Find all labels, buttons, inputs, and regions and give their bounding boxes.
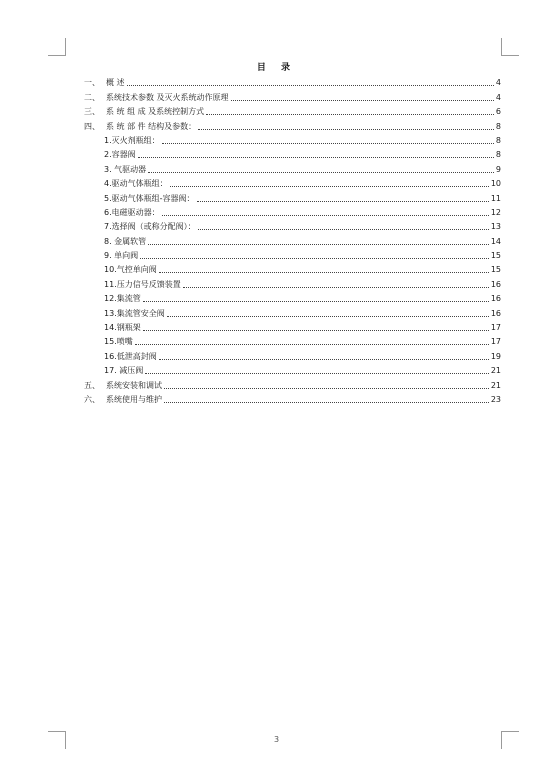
toc-dot-leader <box>164 388 489 389</box>
toc-entry-page: 21 <box>490 366 501 376</box>
toc-entry-page: 14 <box>490 236 501 246</box>
toc-entry-number: 7. <box>104 222 112 232</box>
toc-entry[interactable] <box>84 132 501 146</box>
toc-entry-title: 单向阀 <box>111 251 139 261</box>
toc-entry-number: 9. <box>104 251 112 261</box>
crop-mark-top-right <box>501 38 519 56</box>
toc-entry-page: 12 <box>490 207 501 217</box>
toc-dot-leader <box>148 244 489 245</box>
toc-entry-title: 系统使用与维护 <box>106 394 162 404</box>
toc-dot-leader <box>162 143 494 144</box>
toc-entry[interactable] <box>84 304 501 318</box>
toc-dot-leader <box>198 129 494 130</box>
toc-dot-leader <box>143 330 489 331</box>
toc-entry-page: 16 <box>490 279 501 289</box>
toc-entry-number: 五、 <box>84 380 100 390</box>
toc-entry-title: 气驱动器 <box>111 164 147 174</box>
toc-entry[interactable] <box>84 88 501 102</box>
toc-entry-title: 金属软管 <box>111 236 147 246</box>
toc-entry[interactable] <box>84 175 501 189</box>
table-of-contents <box>84 74 501 405</box>
toc-dot-leader <box>197 201 489 202</box>
toc-entry-title: 系统安装和调试 <box>106 380 162 390</box>
toc-entry-page: 8 <box>495 150 501 160</box>
toc-entry-page: 9 <box>495 164 501 174</box>
toc-entry[interactable] <box>84 319 501 333</box>
toc-entry-page: 15 <box>490 265 501 275</box>
toc-entry[interactable] <box>84 146 501 160</box>
toc-dot-leader <box>135 344 489 345</box>
toc-entry-page: 16 <box>490 308 501 318</box>
toc-entry-page: 15 <box>490 251 501 261</box>
toc-entry-number: 二、 <box>84 92 100 102</box>
toc-entry-page: 17 <box>490 323 501 333</box>
toc-dot-leader <box>170 186 489 187</box>
toc-entry-page: 8 <box>495 135 501 145</box>
toc-entry-page: 19 <box>490 351 501 361</box>
toc-entry-page: 4 <box>495 78 501 88</box>
toc-entry-number: 1. <box>104 135 112 145</box>
toc-entry[interactable] <box>84 347 501 361</box>
toc-dot-leader <box>140 258 489 259</box>
toc-entry-title: 钢瓶架 <box>116 323 141 333</box>
toc-entry-number: 一、 <box>84 78 100 88</box>
toc-dot-leader <box>231 100 494 101</box>
toc-entry[interactable] <box>84 290 501 304</box>
toc-entry-title: 减压阀 <box>116 366 144 376</box>
toc-entry-title: 驱动气体瓶组： <box>111 179 168 189</box>
toc-entry-number: 六、 <box>84 394 100 404</box>
toc-entry[interactable] <box>84 247 501 261</box>
toc-entry-title: 集流管 <box>116 294 141 304</box>
toc-entry-page: 10 <box>490 179 501 189</box>
toc-dot-leader <box>127 85 494 86</box>
toc-entry-number: 16. <box>104 351 117 361</box>
toc-entry-number: 15. <box>104 337 117 347</box>
toc-entry-title: 灭火剂瓶组： <box>111 135 160 145</box>
toc-entry[interactable] <box>84 74 501 88</box>
toc-entry-title: 选择阀（或称分配阀）： <box>111 222 196 232</box>
toc-entry[interactable] <box>84 376 501 390</box>
toc-entry-title: 概 述 <box>106 78 125 88</box>
toc-entry[interactable] <box>84 160 501 174</box>
toc-dot-leader <box>143 301 489 302</box>
toc-entry-number: 6. <box>104 207 112 217</box>
toc-title: 目 录 <box>256 63 297 73</box>
toc-entry-title: 喷嘴 <box>116 337 133 347</box>
toc-entry-title: 驱动气体瓶组-容器阀： <box>111 193 195 203</box>
toc-entry-number: 11. <box>104 279 117 289</box>
toc-entry-page: 23 <box>490 394 501 404</box>
toc-entry-page: 17 <box>490 337 501 347</box>
toc-entry[interactable] <box>84 232 501 246</box>
crop-mark-top-left <box>48 38 66 56</box>
toc-dot-leader <box>159 272 489 273</box>
toc-entry[interactable] <box>84 117 501 131</box>
toc-dot-leader <box>206 114 494 115</box>
toc-dot-leader <box>167 316 489 317</box>
toc-entry-number: 8. <box>104 236 112 246</box>
toc-entry[interactable] <box>84 333 501 347</box>
toc-entry-title: 系 统 部 件 结构及参数： <box>106 121 197 131</box>
toc-entry-page: 13 <box>490 222 501 232</box>
toc-entry-title: 气控单向阀 <box>116 265 157 275</box>
toc-entry-number: 10. <box>104 265 117 275</box>
toc-dot-leader <box>162 215 489 216</box>
toc-entry[interactable] <box>84 189 501 203</box>
toc-entry[interactable] <box>84 391 501 405</box>
toc-entry[interactable] <box>84 275 501 289</box>
page-number: 3 <box>273 735 280 744</box>
toc-dot-leader <box>145 373 489 374</box>
toc-dot-leader <box>198 229 489 230</box>
toc-entry[interactable] <box>84 204 501 218</box>
toc-entry-number: 四、 <box>84 121 100 131</box>
toc-entry-title: 电磁驱动器： <box>111 207 160 217</box>
toc-entry-number: 2. <box>104 150 112 160</box>
toc-entry-number: 14. <box>104 323 117 333</box>
toc-entry-page: 16 <box>490 294 501 304</box>
toc-dot-leader <box>138 157 494 158</box>
toc-dot-leader <box>159 359 489 360</box>
toc-entry-title: 压力信号反馈装置 <box>116 279 181 289</box>
toc-entry-title: 低泄高封阀 <box>116 351 157 361</box>
toc-entry-number: 17. <box>104 366 117 376</box>
toc-dot-leader <box>183 287 489 288</box>
toc-entry-page: 4 <box>495 92 501 102</box>
toc-entry-number: 13. <box>104 308 117 318</box>
toc-entry[interactable] <box>84 362 501 376</box>
toc-entry[interactable] <box>84 103 501 117</box>
toc-entry-page: 6 <box>495 107 501 117</box>
toc-entry-number: 3. <box>104 164 112 174</box>
toc-entry-page: 11 <box>490 193 501 203</box>
toc-entry-title: 集流管安全阀 <box>116 308 165 318</box>
toc-entry-number: 三、 <box>84 107 100 117</box>
toc-entry-title: 系统技术参数 及灭火系统动作原理 <box>106 92 229 102</box>
toc-entry-number: 4. <box>104 179 112 189</box>
toc-dot-leader <box>148 172 494 173</box>
toc-entry-page: 8 <box>495 121 501 131</box>
toc-entry-title: 系 统 组 成 及系统控制方式 <box>106 107 205 117</box>
toc-entry-number: 5. <box>104 193 112 203</box>
toc-entry-title: 容器阀 <box>111 150 136 160</box>
toc-entry-page: 21 <box>490 380 501 390</box>
toc-entry-number: 12. <box>104 294 117 304</box>
toc-entry[interactable] <box>84 261 501 275</box>
toc-entry[interactable] <box>84 218 501 232</box>
toc-dot-leader <box>164 402 489 403</box>
